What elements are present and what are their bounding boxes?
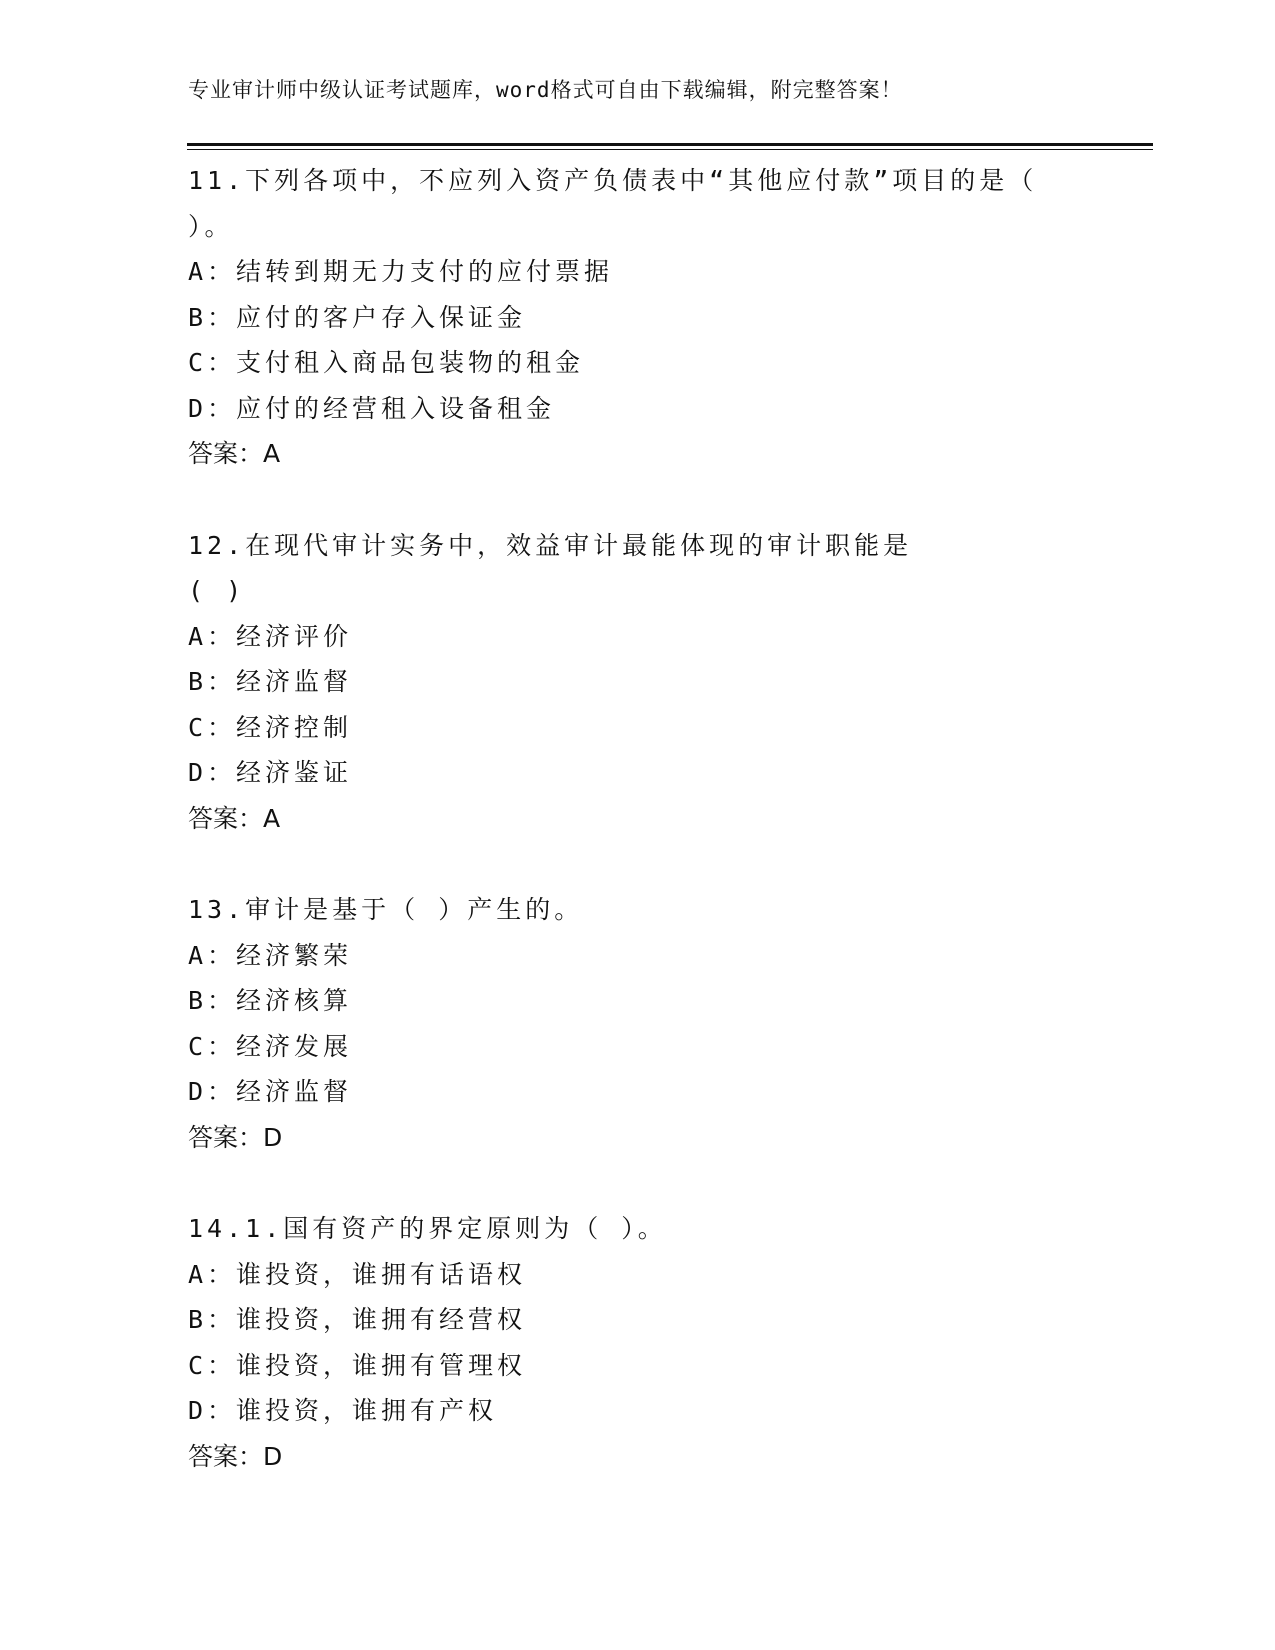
option-a: A：经济繁荣 xyxy=(188,940,353,970)
question-stem: 11.下列各项中，不应列入资产负债表中“其他应付款”项目的是（ xyxy=(188,166,1038,195)
option-b: B：应付的客户存入保证金 xyxy=(188,302,527,332)
option-c: C：经济发展 xyxy=(188,1031,353,1061)
option-d: D：谁投资，谁拥有产权 xyxy=(188,1396,498,1425)
option-b: B：谁投资，谁拥有经营权 xyxy=(188,1305,527,1334)
question-list xyxy=(188,158,1088,1525)
answer: 答案：D xyxy=(188,1441,283,1471)
option-b: B：经济监督 xyxy=(188,667,353,696)
header-divider-thick xyxy=(187,143,1153,146)
answer: 答案：A xyxy=(188,439,281,468)
question-14 xyxy=(188,1206,1088,1479)
option-d: D：应付的经营租入设备租金 xyxy=(188,393,556,423)
option-b: B：经济核算 xyxy=(188,986,353,1015)
option-a: A：结转到期无力支付的应付票据 xyxy=(188,257,614,286)
page-header: 专业审计师中级认证考试题库，word格式可自由下载编辑，附完整答案！ xyxy=(188,78,903,102)
question-stem-continued: ( ) xyxy=(188,576,246,605)
option-d: D：经济鉴证 xyxy=(188,758,353,787)
question-stem: 14.1.国有资产的界定原则为（ ）。 xyxy=(188,1214,667,1243)
option-c: C：谁投资，谁拥有管理权 xyxy=(188,1350,527,1380)
question-11 xyxy=(188,158,1088,477)
answer: 答案：D xyxy=(188,1122,283,1152)
option-c: C：支付租入商品包装物的租金 xyxy=(188,348,585,377)
question-13 xyxy=(188,887,1088,1160)
question-stem-continued: ）。 xyxy=(188,211,234,241)
answer: 答案：A xyxy=(188,803,281,833)
option-a: A：经济评价 xyxy=(188,621,353,651)
option-c: C：经济控制 xyxy=(188,712,353,742)
question-12 xyxy=(188,523,1088,842)
question-stem: 12.在现代审计实务中，效益审计最能体现的审计职能是 xyxy=(188,530,913,560)
option-d: D：经济监督 xyxy=(188,1077,353,1106)
option-a: A：谁投资，谁拥有话语权 xyxy=(188,1259,527,1289)
question-stem: 13.审计是基于（ ）产生的。 xyxy=(188,895,584,924)
header-divider-thin xyxy=(187,149,1153,150)
